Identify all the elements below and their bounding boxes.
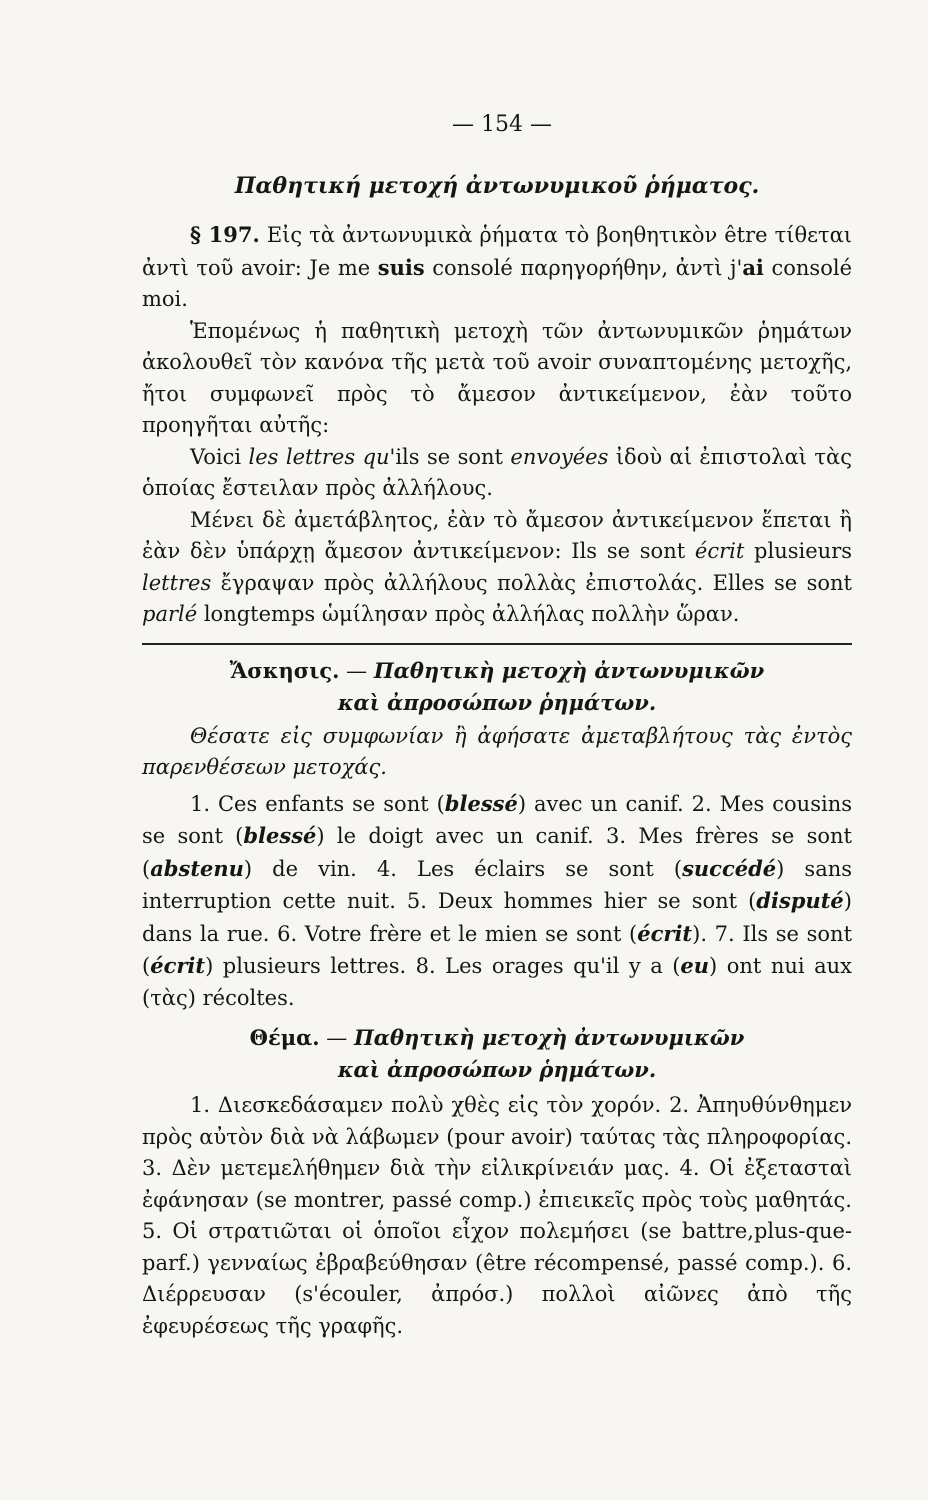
dash: —	[339, 658, 374, 683]
text-run: ) plusieurs lettres. 8. Les orages qu'il y a (	[205, 954, 681, 978]
exercise-sentences	[142, 788, 852, 1015]
text-run: ) sans interruption cette nuit. 5. Deux hommes hier se sont (	[142, 856, 853, 913]
text-run: ils se sont	[395, 444, 511, 469]
paragraph-197	[142, 219, 852, 316]
theme-heading	[142, 1022, 852, 1086]
text-run: ἔγραψαν πρὸς ἀλλήλους πολλὰς ἐπιστολάς. Elles se sont	[211, 570, 852, 595]
text-run: consolé moi.	[142, 255, 852, 311]
participle: eu	[680, 953, 710, 978]
text-run: Voici	[190, 444, 249, 469]
participle: abstenu	[150, 855, 244, 881]
emphasis-suis: suis	[377, 254, 425, 280]
participle: écrit	[150, 953, 206, 978]
paragraph-rule: Ἑπομένως ἡ παθητικὴ μετοχὴ τῶν ἀντωνυμικῶν ῥημάτων ἀκολουθεῖ τὸν κανόνα τῆς μετὰ τοῦ avoir συναπτομένης μετοχῆς, ἤτοι συμφωνεῖ πρὸς τὸ ἄμεσον ἀντικείμενον, ἐὰν τοῦτο προηγῆται αὐτῆς:	[142, 318, 852, 437]
page-number: — 154 —	[452, 112, 552, 137]
italic-run: parlé	[142, 602, 198, 626]
theme-title-line1: Παθητικὴ μετοχὴ ἀντωνυμικῶν	[353, 1025, 745, 1050]
dash: —	[319, 1026, 354, 1050]
text-run: 1. Ces enfants se sont (	[190, 791, 445, 816]
text-run: Μένει δὲ ἀμετάβλητος, ἐὰν τὸ ἄμεσον ἀντικείμενον ἕπεται ἢ ἐὰν δὲν ὑπάρχῃ ἄμεσον ἀντικείμενον: Ils se sont	[142, 507, 852, 563]
participle: écrit	[637, 920, 693, 946]
text-run: longtemps ὡμίλησαν πρὸς ἀλλήλας πολλὴν ὥραν.	[197, 602, 740, 626]
text-run: ) de vin. 4. Les éclairs se sont (	[243, 856, 683, 881]
section-title: Παθητική μετοχή ἀντωνυμικοῦ ῥήματος.	[234, 173, 760, 199]
exercise-title-line1: Παθητικὴ μετοχὴ ἀντωνυμικῶν	[373, 657, 765, 683]
theme-label: Θέμα.	[249, 1025, 320, 1050]
text-run	[355, 445, 362, 469]
exercise-label: Ἄσκησις.	[229, 657, 340, 683]
text-run: ) dans la rue. 6. Votre frère et le mien se sont (	[142, 889, 852, 946]
text-run: ) le doigt avec un canif. 3. Mes frères se sont (	[142, 824, 852, 881]
section-number: § 197.	[190, 222, 260, 247]
text-run: plusieurs	[744, 539, 853, 563]
italic-run: les lettres	[248, 444, 356, 469]
participle: succédé	[682, 855, 777, 881]
italic-run: écrit	[694, 539, 745, 563]
theme-title-line2: καὶ ἀπροσώπων ῥημάτων.	[337, 1057, 657, 1082]
theme-text: 1. Διεσκεδάσαμεν πολὺ χθὲς εἰς τὸν χορόν. 2. Ἀπηυθύνθημεν πρὸς αὐτὸν διὰ νὰ λάβωμεν (pour avoir) ταύτας τὰς πληροφορίας. 3. Δὲν μετεμελήθημεν διὰ τὴν εἰλικρίνειάν μας. 4. Οἱ ἐξετασταὶ ἐφάνησαν (se montrer, passé comp.) ἐπιεικεῖς πρὸς τοὺς μαθητάς. 5. Οἱ στρατιῶται οἱ ὁποῖοι εἶχον πολεμήσει (se battre,plus-que-parf.) γενναίως ἐβραβεύθησαν (être récompensé, passé comp.). 6. Διέρρευσαν (s'écouler, ἀπρόσ.) πολλοὶ αἰῶνες ἀπὸ τῆς ἐφευρέσεως τῆς γραφῆς.	[142, 1093, 852, 1338]
exercise-instruction: Θέσατε εἰς συμφωνίαν ἢ ἀφήσατε ἀμεταβλήτους τὰς ἐντὸς παρενθέσεων μετοχάς.	[142, 723, 852, 779]
text-run: consolé παρηγορήθην, ἀντὶ j'	[424, 255, 743, 280]
participle: blessé	[243, 823, 317, 848]
exercise-heading	[142, 655, 852, 719]
italic-run: qu'	[362, 444, 396, 469]
text-run: ἰδοὺ αἱ ἐπιστολαὶ τὰς ὁποίας ἔστειλαν πρὸς ἀλλήλους.	[142, 444, 852, 500]
emphasis-ai: ai	[742, 254, 764, 280]
section-divider	[142, 643, 852, 645]
paragraph-example-1	[142, 442, 852, 505]
italic-run: lettres	[142, 570, 212, 595]
paragraph-exception	[142, 505, 852, 631]
text-run: Εἰς τὰ ἀντωνυμικὰ ῥήματα τὸ βοηθητικὸν être τίθεται ἀντὶ τοῦ avoir: Je me	[142, 223, 852, 280]
exercise-title-line2: καὶ ἀπροσώπων ῥημάτων.	[337, 689, 657, 715]
text-run: ) avec un canif. 2. Mes cousins se sont (	[142, 791, 852, 848]
participle: disputé	[756, 888, 844, 913]
text-run: ) ont nui aux (τὰς) récoltes.	[142, 954, 852, 1010]
participle: blessé	[444, 790, 518, 816]
text-run: ). 7. Ils se sont (	[142, 921, 853, 978]
italic-run: envoyées	[510, 444, 609, 469]
